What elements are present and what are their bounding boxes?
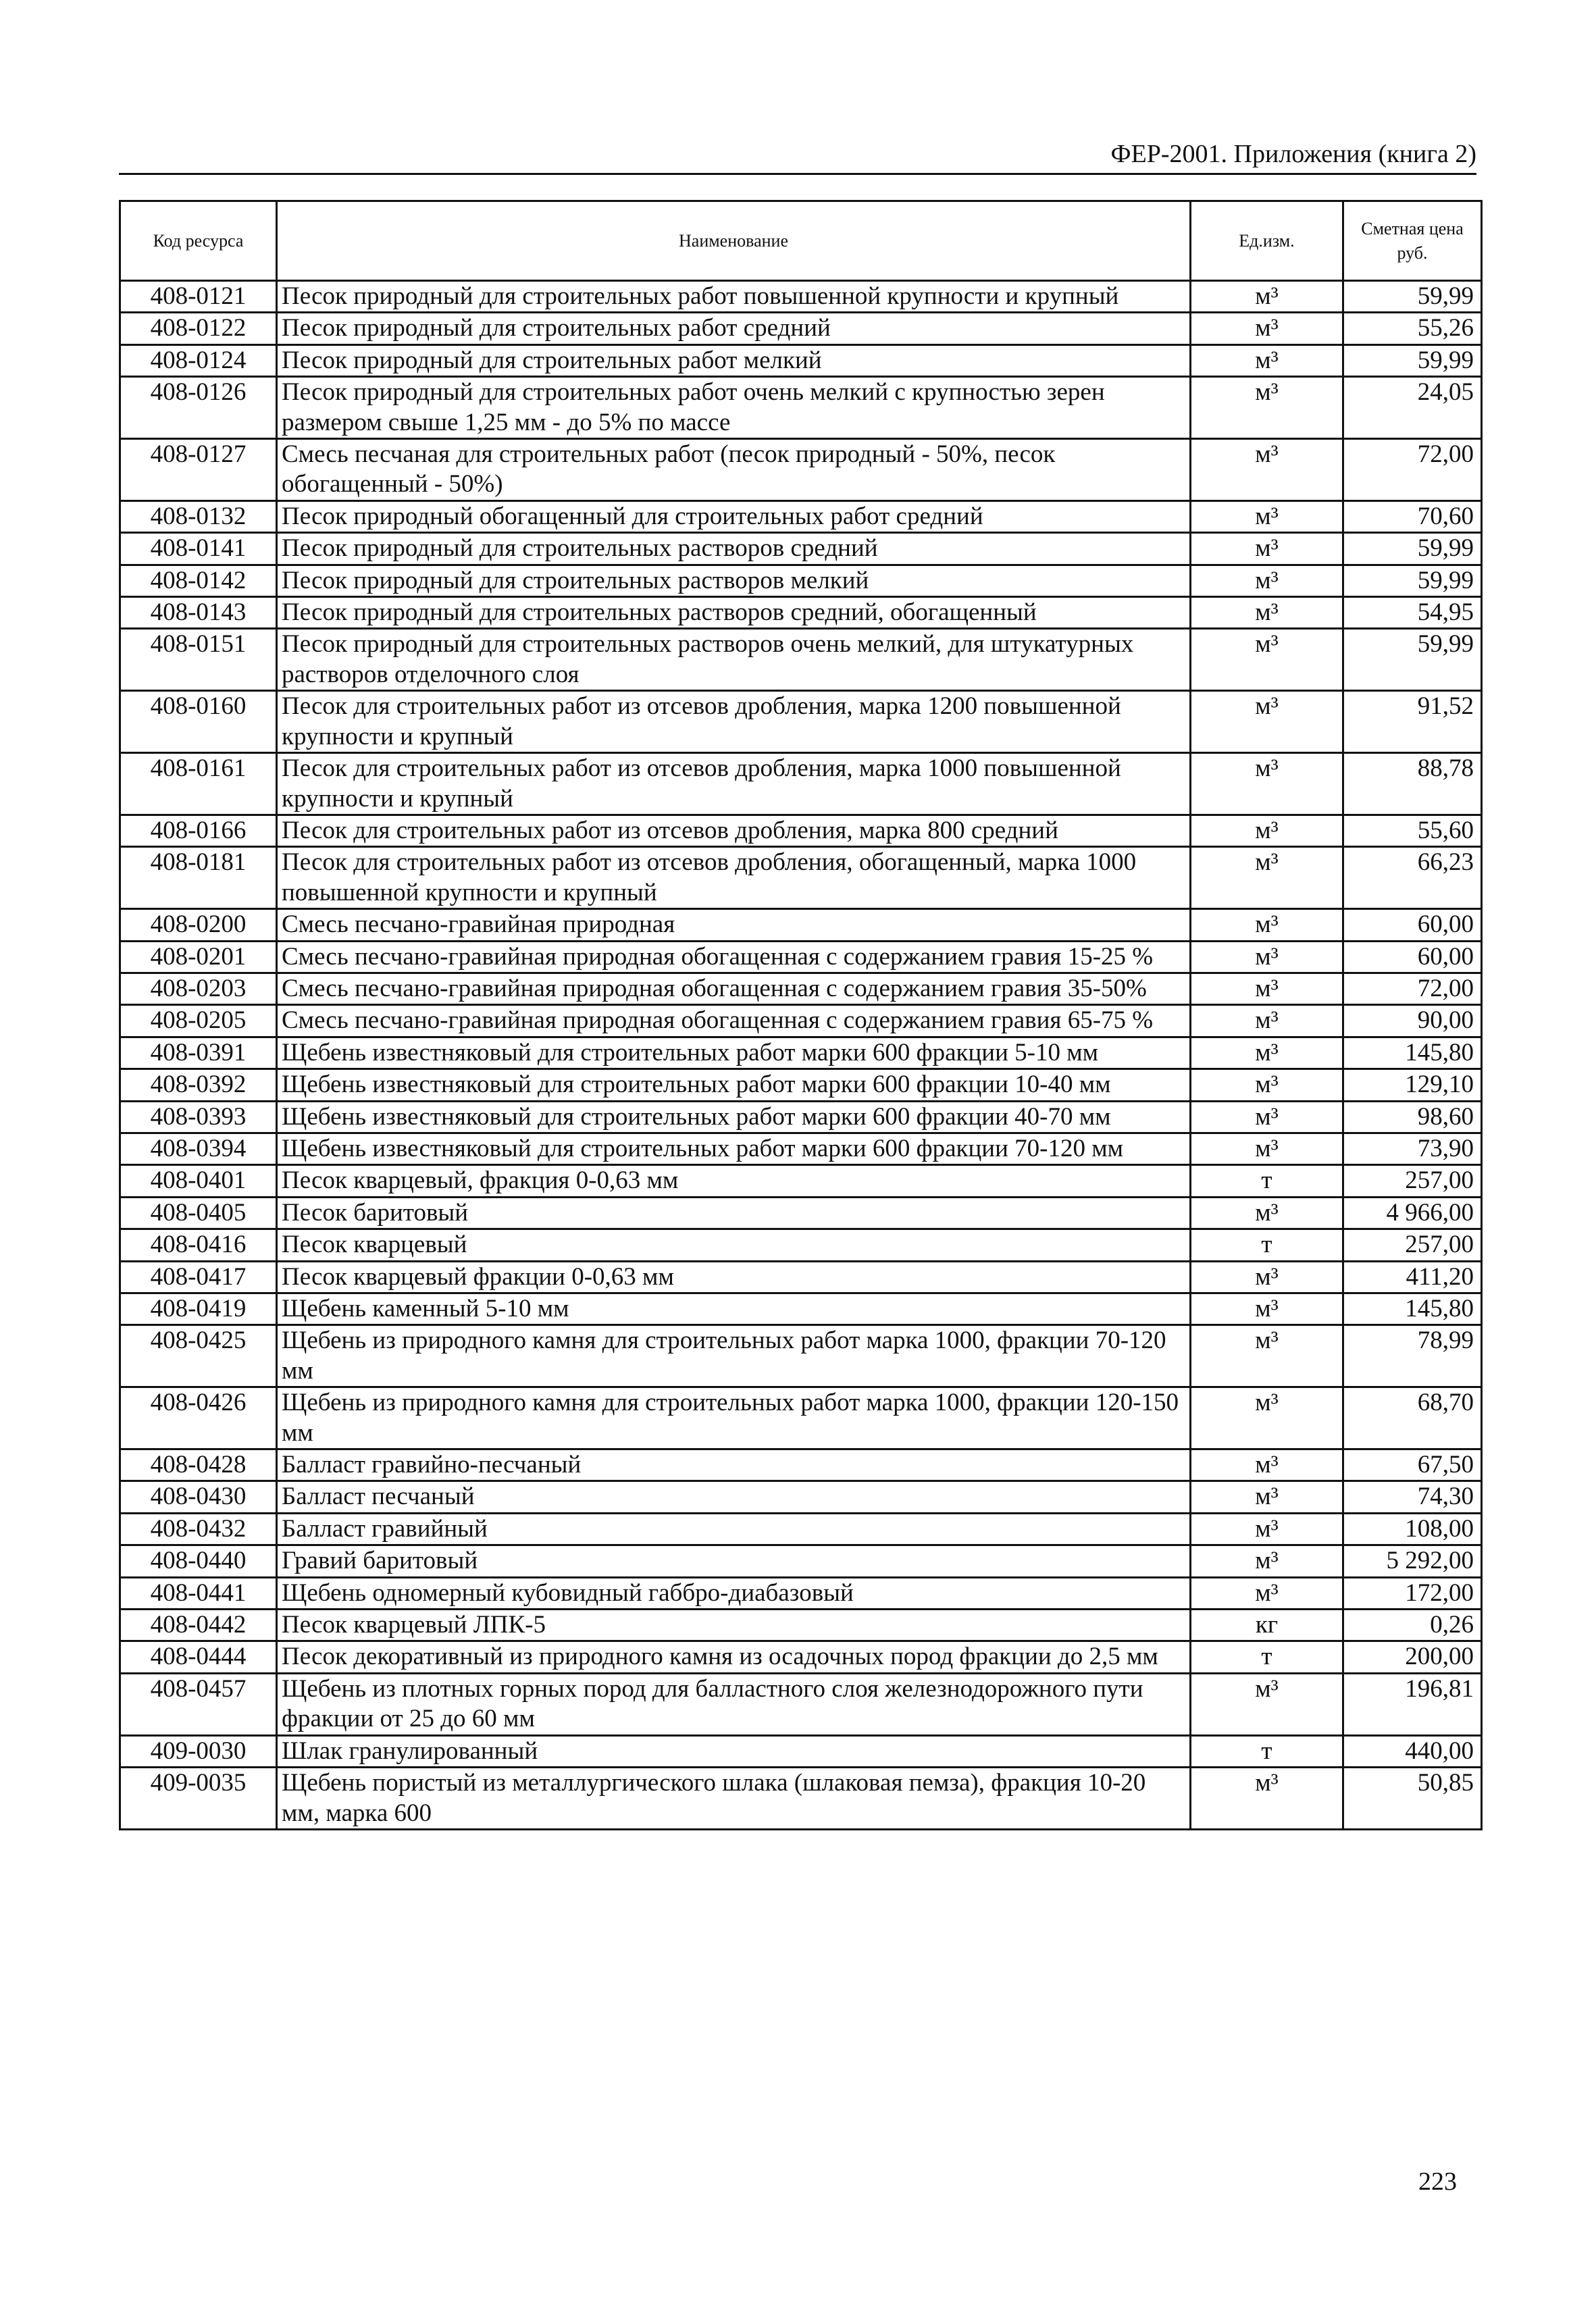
cell-price: 91,52: [1343, 691, 1482, 753]
cell-name: Песок кварцевый: [277, 1229, 1191, 1261]
cell-name: Щебень каменный 5-10 мм: [277, 1293, 1191, 1325]
cell-unit: м³: [1191, 1449, 1343, 1481]
cell-price: 59,99: [1343, 281, 1482, 313]
cell-code: 408-0391: [120, 1037, 277, 1069]
cell-name: Песок природный для строительных работ средний: [277, 313, 1191, 344]
cell-code: 408-0160: [120, 691, 277, 753]
cell-code: 408-0392: [120, 1069, 277, 1101]
cell-unit: м³: [1191, 941, 1343, 973]
table-row: [120, 1513, 1482, 1545]
cell-unit: м³: [1191, 909, 1343, 941]
cell-unit: м³: [1191, 1133, 1343, 1164]
cell-unit: т: [1191, 1735, 1343, 1767]
table-body: [120, 281, 1482, 1830]
cell-name: Песок для строительных работ из отсевов дробления, марка 1000 повышенной крупности и крупный: [277, 753, 1191, 815]
cell-name: Балласт гравийно-песчаный: [277, 1449, 1191, 1481]
cell-name: Песок природный для строительных работ мелкий: [277, 344, 1191, 376]
cell-code: 408-0142: [120, 565, 277, 596]
cell-unit: м³: [1191, 1545, 1343, 1577]
cell-code: 408-0126: [120, 377, 277, 439]
cell-price: 24,05: [1343, 377, 1482, 439]
cell-name: Балласт песчаный: [277, 1481, 1191, 1513]
cell-name: Песок природный обогащенный для строительных работ средний: [277, 500, 1191, 532]
cell-unit: м³: [1191, 377, 1343, 439]
cell-code: 408-0428: [120, 1449, 277, 1481]
resource-table: [119, 200, 1481, 1830]
cell-unit: м³: [1191, 281, 1343, 313]
cell-code: 408-0405: [120, 1197, 277, 1229]
table-row: [120, 691, 1482, 753]
table-row: [120, 941, 1482, 973]
cell-unit: м³: [1191, 1101, 1343, 1133]
cell-price: 172,00: [1343, 1577, 1482, 1609]
cell-price: 54,95: [1343, 597, 1482, 629]
cell-code: 409-0030: [120, 1735, 277, 1767]
cell-name: Песок природный для строительных растворов мелкий: [277, 565, 1191, 596]
cell-code: 408-0440: [120, 1545, 277, 1577]
cell-name: Песок кварцевый фракции 0-0,63 мм: [277, 1261, 1191, 1293]
cell-price: 90,00: [1343, 1005, 1482, 1037]
cell-name: Смесь песчано-гравийная природная обогащенная с содержанием гравия 65-75 %: [277, 1005, 1191, 1037]
table-row: [120, 500, 1482, 532]
cell-price: 72,00: [1343, 973, 1482, 1004]
cell-code: 408-0426: [120, 1387, 277, 1449]
cell-price: 78,99: [1343, 1325, 1482, 1387]
cell-name: Песок кварцевый ЛПК-5: [277, 1610, 1191, 1641]
column-header-price: Сметная цена руб.: [1343, 201, 1482, 281]
table-row: [120, 1545, 1482, 1577]
cell-price: 50,85: [1343, 1768, 1482, 1830]
cell-unit: м³: [1191, 1513, 1343, 1545]
cell-unit: м³: [1191, 847, 1343, 909]
cell-code: 408-0141: [120, 533, 277, 565]
table-row: [120, 1577, 1482, 1609]
cell-price: 70,60: [1343, 500, 1482, 532]
page-number: 223: [1418, 2167, 1457, 2196]
cell-code: 408-0441: [120, 1577, 277, 1609]
table-row: [120, 597, 1482, 629]
cell-unit: м³: [1191, 973, 1343, 1004]
cell-code: 408-0203: [120, 973, 277, 1004]
cell-price: 59,99: [1343, 565, 1482, 596]
cell-code: 408-0121: [120, 281, 277, 313]
cell-name: Песок кварцевый, фракция 0-0,63 мм: [277, 1165, 1191, 1197]
table-row: [120, 1005, 1482, 1037]
cell-code: 408-0166: [120, 815, 277, 846]
cell-unit: м³: [1191, 1069, 1343, 1101]
cell-price: 60,00: [1343, 909, 1482, 941]
cell-name: Песок для строительных работ из отсевов дробления, марка 1200 повышенной крупности и крупный: [277, 691, 1191, 753]
table-row: [120, 815, 1482, 846]
cell-unit: т: [1191, 1641, 1343, 1673]
cell-price: 59,99: [1343, 629, 1482, 691]
cell-price: 74,30: [1343, 1481, 1482, 1513]
cell-unit: м³: [1191, 533, 1343, 565]
cell-name: Шлак гранулированный: [277, 1735, 1191, 1767]
cell-code: 408-0200: [120, 909, 277, 941]
cell-code: 408-0201: [120, 941, 277, 973]
cell-price: 257,00: [1343, 1229, 1482, 1261]
table-row: [120, 344, 1482, 376]
cell-code: 408-0122: [120, 313, 277, 344]
cell-name: Песок природный для строительных работ очень мелкий с крупностью зерен размером свыше 1,25 мм - до 5% по массе: [277, 377, 1191, 439]
cell-name: Песок декоративный из природного камня из осадочных пород фракции до 2,5 мм: [277, 1641, 1191, 1673]
cell-price: 0,26: [1343, 1610, 1482, 1641]
cell-price: 88,78: [1343, 753, 1482, 815]
table-row: [120, 281, 1482, 313]
table-row: [120, 1069, 1482, 1101]
table-row: [120, 1610, 1482, 1641]
cell-price: 59,99: [1343, 344, 1482, 376]
cell-unit: м³: [1191, 500, 1343, 532]
cell-price: 5 292,00: [1343, 1545, 1482, 1577]
cell-code: 408-0417: [120, 1261, 277, 1293]
table-row: [120, 1229, 1482, 1261]
table-row: [120, 565, 1482, 596]
table-row: [120, 1735, 1482, 1767]
cell-code: 408-0394: [120, 1133, 277, 1164]
table-row: [120, 1325, 1482, 1387]
cell-unit: м³: [1191, 1387, 1343, 1449]
cell-code: 408-0205: [120, 1005, 277, 1037]
table-header-row: [120, 201, 1482, 281]
column-header-name: Наименование: [277, 201, 1191, 281]
cell-unit: м³: [1191, 1481, 1343, 1513]
cell-name: Щебень из плотных горных пород для балластного слоя железнодорожного пути фракции от 25 до 60 мм: [277, 1673, 1191, 1735]
cell-price: 60,00: [1343, 941, 1482, 973]
table-row: [120, 1101, 1482, 1133]
cell-price: 72,00: [1343, 439, 1482, 501]
table-row: [120, 753, 1482, 815]
cell-unit: м³: [1191, 1005, 1343, 1037]
document-title: ФЕР-2001. Приложения (книга 2): [1110, 140, 1476, 168]
cell-name: Смесь песчано-гравийная природная обогащенная с содержанием гравия 35-50%: [277, 973, 1191, 1004]
cell-code: 408-0416: [120, 1229, 277, 1261]
cell-price: 55,60: [1343, 815, 1482, 846]
table-row: [120, 1197, 1482, 1229]
table-row: [120, 1133, 1482, 1164]
cell-price: 411,20: [1343, 1261, 1482, 1293]
cell-name: Смесь песчаная для строительных работ (песок природный - 50%, песок обогащенный - 50%): [277, 439, 1191, 501]
table-row: [120, 377, 1482, 439]
cell-code: 409-0035: [120, 1768, 277, 1830]
cell-price: 66,23: [1343, 847, 1482, 909]
cell-code: 408-0124: [120, 344, 277, 376]
cell-name: Гравий баритовый: [277, 1545, 1191, 1577]
cell-name: Песок природный для строительных растворов средний: [277, 533, 1191, 565]
cell-price: 98,60: [1343, 1101, 1482, 1133]
table-row: [120, 973, 1482, 1004]
cell-name: Щебень известняковый для строительных работ марки 600 фракции 10-40 мм: [277, 1069, 1191, 1101]
cell-price: 196,81: [1343, 1673, 1482, 1735]
column-header-unit: Ед.изм.: [1191, 201, 1343, 281]
cell-code: 408-0127: [120, 439, 277, 501]
cell-unit: кг: [1191, 1610, 1343, 1641]
cell-unit: м³: [1191, 313, 1343, 344]
cell-unit: м³: [1191, 1325, 1343, 1387]
cell-unit: т: [1191, 1165, 1343, 1197]
cell-unit: м³: [1191, 1037, 1343, 1069]
cell-unit: м³: [1191, 1673, 1343, 1735]
cell-price: 200,00: [1343, 1641, 1482, 1673]
table-row: [120, 1673, 1482, 1735]
cell-unit: м³: [1191, 1197, 1343, 1229]
cell-name: Смесь песчано-гравийная природная обогащенная с содержанием гравия 15-25 %: [277, 941, 1191, 973]
cell-price: 145,80: [1343, 1037, 1482, 1069]
table-row: [120, 1768, 1482, 1830]
cell-code: 408-0181: [120, 847, 277, 909]
column-header-code: Код ресурса: [120, 201, 277, 281]
cell-unit: м³: [1191, 1261, 1343, 1293]
cell-name: Щебень из природного камня для строительных работ марка 1000, фракции 70-120 мм: [277, 1325, 1191, 1387]
cell-unit: м³: [1191, 439, 1343, 501]
cell-name: Щебень одномерный кубовидный габбро-диабазовый: [277, 1577, 1191, 1609]
cell-code: 408-0444: [120, 1641, 277, 1673]
cell-unit: м³: [1191, 565, 1343, 596]
table-row: [120, 1481, 1482, 1513]
cell-price: 73,90: [1343, 1133, 1482, 1164]
cell-name: Щебень известняковый для строительных работ марки 600 фракции 5-10 мм: [277, 1037, 1191, 1069]
cell-code: 408-0401: [120, 1165, 277, 1197]
cell-code: 408-0430: [120, 1481, 277, 1513]
cell-code: 408-0419: [120, 1293, 277, 1325]
cell-unit: м³: [1191, 597, 1343, 629]
table-row: [120, 1387, 1482, 1449]
cell-name: Песок природный для строительных растворов средний, обогащенный: [277, 597, 1191, 629]
table-row: [120, 1037, 1482, 1069]
cell-price: 4 966,00: [1343, 1197, 1482, 1229]
cell-name: Балласт гравийный: [277, 1513, 1191, 1545]
cell-name: Щебень пористый из металлургического шлака (шлаковая пемза), фракция 10-20 мм, марка 600: [277, 1768, 1191, 1830]
cell-unit: м³: [1191, 344, 1343, 376]
table-row: [120, 1261, 1482, 1293]
cell-code: 408-0442: [120, 1610, 277, 1641]
table-row: [120, 439, 1482, 501]
cell-code: 408-0393: [120, 1101, 277, 1133]
cell-price: 257,00: [1343, 1165, 1482, 1197]
cell-name: Песок для строительных работ из отсевов дробления, марка 800 средний: [277, 815, 1191, 846]
cell-price: 108,00: [1343, 1513, 1482, 1545]
page-header: [119, 139, 1476, 175]
table-row: [120, 1449, 1482, 1481]
table-row: [120, 313, 1482, 344]
cell-price: 129,10: [1343, 1069, 1482, 1101]
cell-name: Песок природный для строительных работ повышенной крупности и крупный: [277, 281, 1191, 313]
cell-price: 440,00: [1343, 1735, 1482, 1767]
cell-code: 408-0132: [120, 500, 277, 532]
cell-code: 408-0425: [120, 1325, 277, 1387]
cell-code: 408-0143: [120, 597, 277, 629]
cell-name: Щебень известняковый для строительных работ марки 600 фракции 40-70 мм: [277, 1101, 1191, 1133]
cell-unit: м³: [1191, 753, 1343, 815]
cell-price: 59,99: [1343, 533, 1482, 565]
cell-name: Щебень известняковый для строительных работ марки 600 фракции 70-120 мм: [277, 1133, 1191, 1164]
cell-price: 145,80: [1343, 1293, 1482, 1325]
table-row: [120, 1293, 1482, 1325]
cell-name: Песок баритовый: [277, 1197, 1191, 1229]
cell-price: 67,50: [1343, 1449, 1482, 1481]
cell-price: 68,70: [1343, 1387, 1482, 1449]
cell-code: 408-0457: [120, 1673, 277, 1735]
cell-name: Смесь песчано-гравийная природная: [277, 909, 1191, 941]
cell-name: Песок для строительных работ из отсевов дробления, обогащенный, марка 1000 повышенной крупности и крупный: [277, 847, 1191, 909]
table-row: [120, 909, 1482, 941]
table-row: [120, 1641, 1482, 1673]
table-row: [120, 1165, 1482, 1197]
cell-unit: м³: [1191, 1293, 1343, 1325]
cell-price: 55,26: [1343, 313, 1482, 344]
table-row: [120, 629, 1482, 691]
cell-unit: м³: [1191, 691, 1343, 753]
cell-code: 408-0161: [120, 753, 277, 815]
cell-unit: т: [1191, 1229, 1343, 1261]
table-row: [120, 847, 1482, 909]
cell-code: 408-0151: [120, 629, 277, 691]
cell-unit: м³: [1191, 815, 1343, 846]
cell-code: 408-0432: [120, 1513, 277, 1545]
cell-unit: м³: [1191, 629, 1343, 691]
cell-unit: м³: [1191, 1768, 1343, 1830]
cell-name: Щебень из природного камня для строительных работ марка 1000, фракции 120-150 мм: [277, 1387, 1191, 1449]
cell-unit: м³: [1191, 1577, 1343, 1609]
table-row: [120, 533, 1482, 565]
cell-name: Песок природный для строительных растворов очень мелкий, для штукатурных растворов отделочного слоя: [277, 629, 1191, 691]
